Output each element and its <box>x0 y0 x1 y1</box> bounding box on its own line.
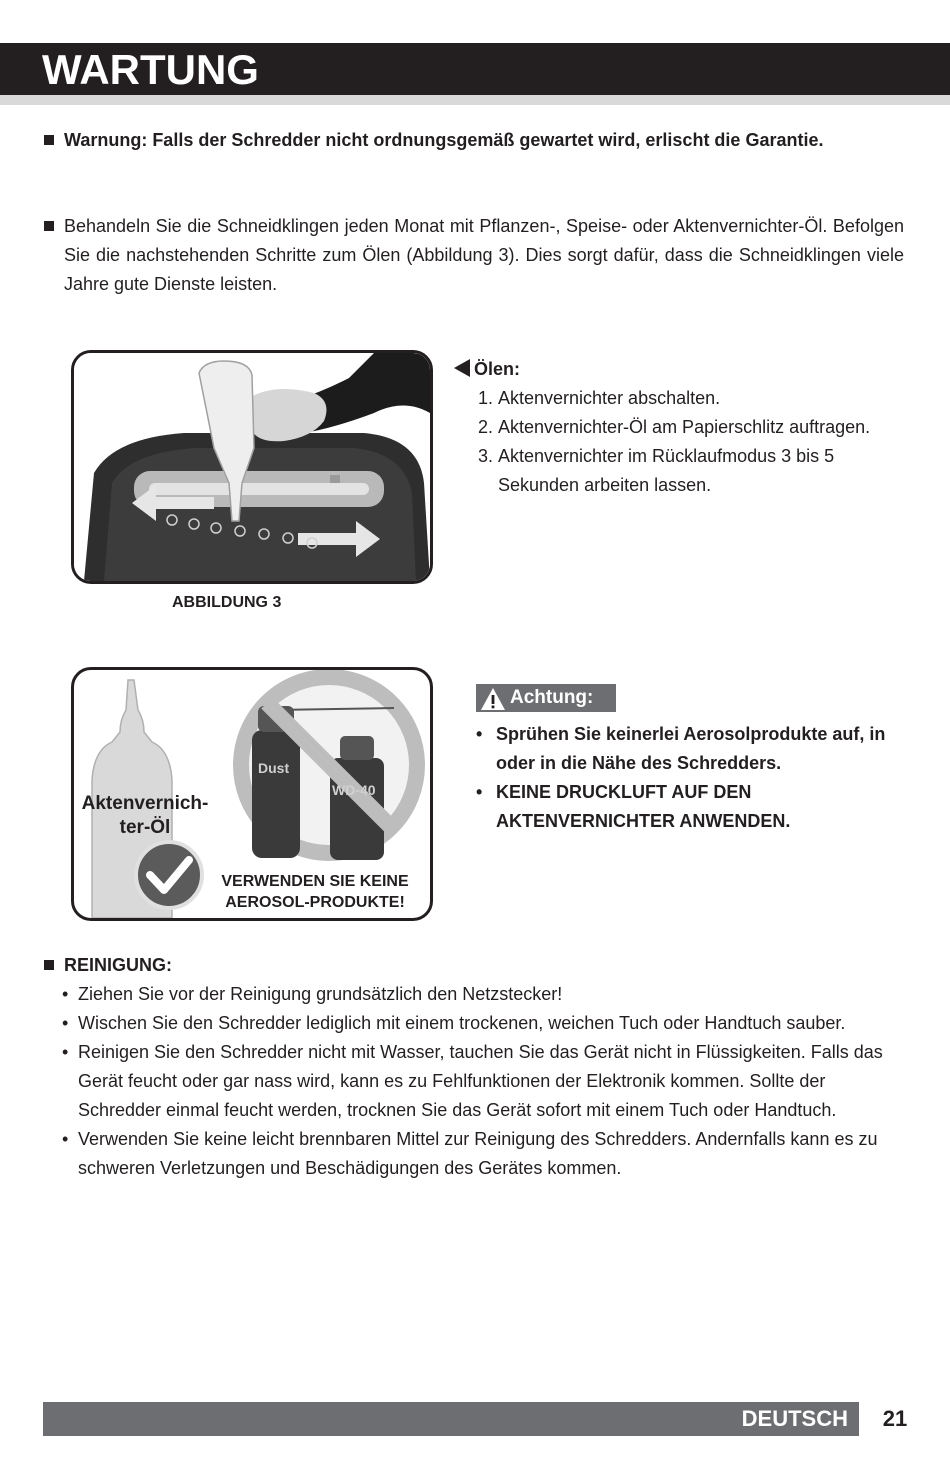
square-bullet-icon <box>44 221 54 231</box>
oiling-steps-list <box>454 384 914 500</box>
oiling-step: 3. Aktenvernichter im Rücklaufmodus 3 bis 5 Sekunden arbeiten lassen. <box>498 442 914 500</box>
square-bullet-icon <box>44 135 54 145</box>
square-bullet-icon <box>44 960 54 970</box>
bullet-dot-icon: • <box>62 1042 69 1062</box>
warning-text: Warnung: Falls der Schredder nicht ordnungsgemäß gewartet wird, erlischt die Garantie. <box>64 130 824 150</box>
intro-text: Behandeln Sie die Schneidklingen jeden Monat mit Pflanzen-, Speise- oder Aktenvernichter-Öl. Befolgen Sie die nachstehenden Schritte zum Ölen (Abbildung 3). Dies sorgt dafür, dass die Schneidklingen viele Jahre gute Dienste leisten. <box>64 216 904 294</box>
page-number: 21 <box>882 1406 908 1431</box>
cleaning-item-text: Reinigen Sie den Schredder nicht mit Wasser, tauchen Sie das Gerät nicht in Flüssigkeiten. Falls das Gerät feucht oder gar nass wird, kann es zu Fehlfunktionen der Elektronik kommen. Sollte der Schredder einmal feucht werden, trocknen Sie das Gerät sofort mit einem Tuch oder Handtuch. <box>78 1042 883 1120</box>
caution-item <box>476 778 916 836</box>
header-shadow <box>0 95 950 105</box>
figure-3-caption: ABBILDUNG 3 <box>172 594 282 611</box>
cleaning-item <box>62 1009 912 1038</box>
shredder-oiling-illustration <box>74 353 430 581</box>
cleaning-list <box>62 980 912 1183</box>
bullet-dot-icon: • <box>62 984 69 1004</box>
bullet-dot-icon: • <box>62 1013 69 1033</box>
page-title: WARTUNG <box>42 46 259 93</box>
no-aerosol-warning <box>206 871 424 913</box>
oil-label-line2: ter-Öl <box>119 817 171 838</box>
oil-label-line1: Aktenvernich- <box>81 793 209 814</box>
no-aerosol-line1: VERWENDEN SIE KEINE <box>221 873 409 890</box>
caution-item <box>476 720 916 778</box>
cleaning-heading: REINIGUNG: <box>64 955 172 975</box>
oiling-step: 2. Aktenvernichter-Öl am Papierschlitz auftragen. <box>498 413 914 442</box>
caution-item-text: Sprühen Sie keinerlei Aerosolprodukte auf, in oder in die Nähe des Schredders. <box>496 724 886 773</box>
bullet-dot-icon: • <box>476 724 483 744</box>
cleaning-item <box>62 1038 912 1125</box>
caution-list <box>476 720 916 836</box>
oiling-heading-label: Ölen: <box>474 359 521 379</box>
oiling-heading <box>454 355 914 384</box>
caution-badge <box>476 684 616 712</box>
oil-label <box>74 792 216 840</box>
cleaning-item-text: Verwenden Sie keine leicht brennbaren Mittel zur Reinigung des Schredders. Andernfalls kann es zu schweren Verletzungen und Beschädigungen des Gerätes kommen. <box>78 1129 878 1178</box>
footer-language: DEUTSCH <box>741 1406 848 1431</box>
can-wd40-label: WD-40 <box>332 782 376 798</box>
aerosol-figure-image <box>71 667 433 921</box>
oiling-section <box>454 355 914 500</box>
warning-triangle-icon <box>480 687 506 711</box>
bullet-dot-icon: • <box>62 1129 69 1149</box>
triangle-left-icon <box>454 359 470 377</box>
no-aerosol-line2: AEROSOL-PRODUKTE! <box>225 894 405 911</box>
cleaning-item-text: Ziehen Sie vor der Reinigung grundsätzlich den Netzstecker! <box>78 984 563 1004</box>
bullet-dot-icon: • <box>476 782 483 802</box>
caution-label: Achtung: <box>510 687 594 708</box>
cleaning-item <box>62 980 912 1009</box>
figure-3-image <box>71 350 433 584</box>
caution-item-text: KEINE DRUCKLUFT AUF DEN AKTENVERNICHTER ANWENDEN. <box>496 782 791 831</box>
oiling-step: 1. Aktenvernichter abschalten. <box>498 384 914 413</box>
can-dust-label: Dust <box>258 760 290 776</box>
cleaning-item-text: Wischen Sie den Schredder lediglich mit einem trockenen, weichen Tuch oder Handtuch sauber. <box>78 1013 846 1033</box>
cleaning-item <box>62 1125 912 1183</box>
